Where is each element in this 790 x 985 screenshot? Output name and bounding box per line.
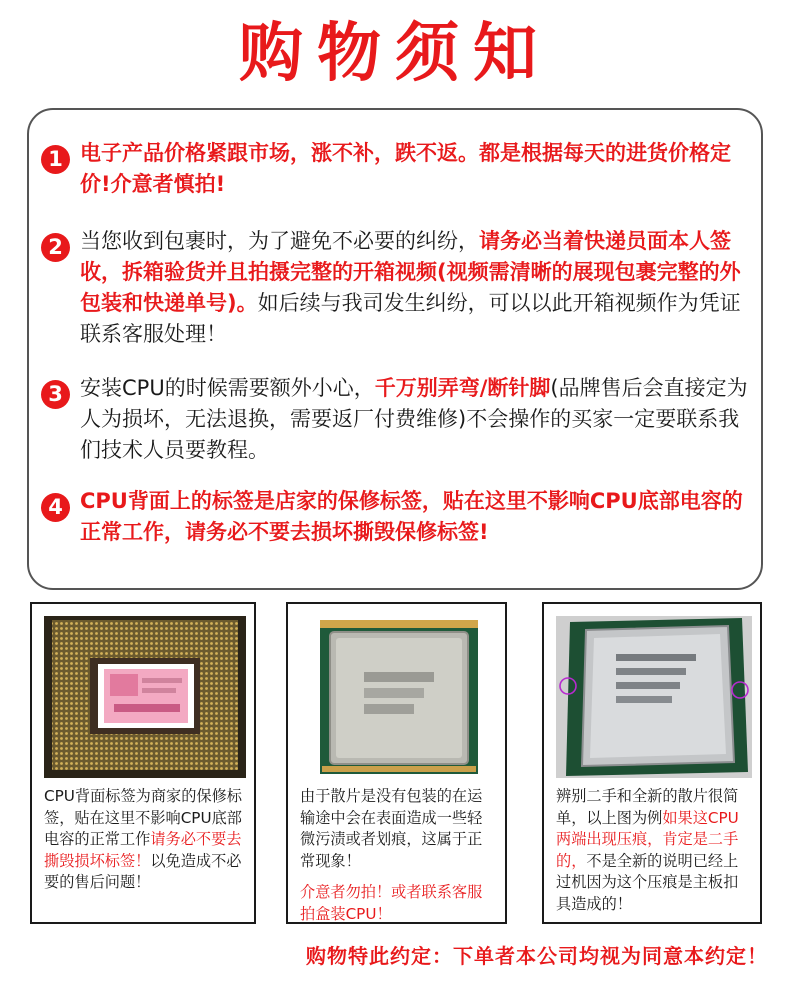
card-caption-3 (556, 786, 752, 915)
body-text: (品牌售后会直接定为人为损坏，无法退换，需要返厂付费维修)不会操作的买家一定要联系我们技术人员要教程。 (80, 376, 748, 462)
highlight-text: 千万别弄弯/断针脚 (374, 376, 551, 400)
body-text: 不是全新的说明已经上过机因为这个压痕是主板扣具造成的！ (556, 851, 739, 913)
notice-item (41, 373, 751, 466)
page-title: 购物须知 (239, 17, 551, 91)
notice-text-1 (80, 138, 751, 200)
body-text: 以免造成不必要的售后问题！ (44, 851, 242, 891)
notice-text-3 (80, 373, 751, 466)
highlight-text: CPU背面上的标签是店家的保修标签，贴在这里不影响CPU底部电容的正常工作，请务必不要去损坏撕毁保修标签! (80, 489, 743, 544)
caption-paragraph (300, 786, 497, 872)
info-cards (0, 602, 790, 927)
body-text: 辨别二手和全新的散片很简单，以上图为例 (556, 787, 739, 827)
number-badge-1: 1 (41, 145, 70, 174)
notice-item (41, 226, 751, 350)
caption-paragraph (300, 882, 497, 925)
cpu-heatspreader-photo (556, 616, 752, 778)
highlight-text: 请务必不要去撕毁损坏标签！ (44, 830, 242, 870)
cpu-front-photo (300, 616, 497, 778)
highlight-text: 请务必当着快递员面本人签收，拆箱验货并且拍摄完整的开箱视频(视频需清晰的展现包裹完整的外包装和快递单号)。 (80, 229, 741, 315)
notice-text-4 (80, 486, 751, 548)
body-text: 当您收到包裹时，为了避免不必要的纠纷， (80, 229, 479, 253)
body-text: 如后续与我司发生纠纷，可以以此开箱视频作为凭证联系客服处理！ (80, 291, 741, 346)
footer-agreement: 购物特此约定：下单者本公司均视为同意本约定！ (306, 944, 768, 968)
notice-item (41, 486, 751, 548)
highlight-text: 电子产品价格紧跟市场，涨不补，跌不返。都是根据每天的进货价格定价!介意者慎拍! (80, 141, 731, 196)
info-card (30, 602, 256, 924)
notice-text-2 (80, 226, 751, 350)
highlight-text: 如果这CPU两端出现压痕，肯定是二手的， (556, 808, 739, 870)
card-caption-1 (44, 786, 246, 894)
notice-item (41, 138, 751, 200)
notice-box (27, 108, 763, 590)
number-badge-2: 2 (41, 233, 70, 262)
caption-paragraph (44, 786, 246, 894)
number-badge-3: 3 (41, 380, 70, 409)
info-card (542, 602, 762, 924)
caption-paragraph (556, 786, 752, 915)
body-text: 由于散片是没有包装的在运输途中会在表面造成一些轻微污渍或者划痕，这属于正常现象！ (300, 787, 483, 870)
cpu-back-photo (44, 616, 246, 778)
body-text: 安装CPU的时候需要额外小心， (80, 376, 375, 400)
body-text: CPU背面标签为商家的保修标签，贴在这里不影响CPU底部电容的正常工作 (44, 787, 242, 848)
highlight-text: 介意者勿拍！或者联系客服拍盒装CPU！ (300, 883, 483, 923)
number-badge-4: 4 (41, 493, 70, 522)
card-caption-2 (300, 786, 497, 925)
info-card (286, 602, 507, 924)
